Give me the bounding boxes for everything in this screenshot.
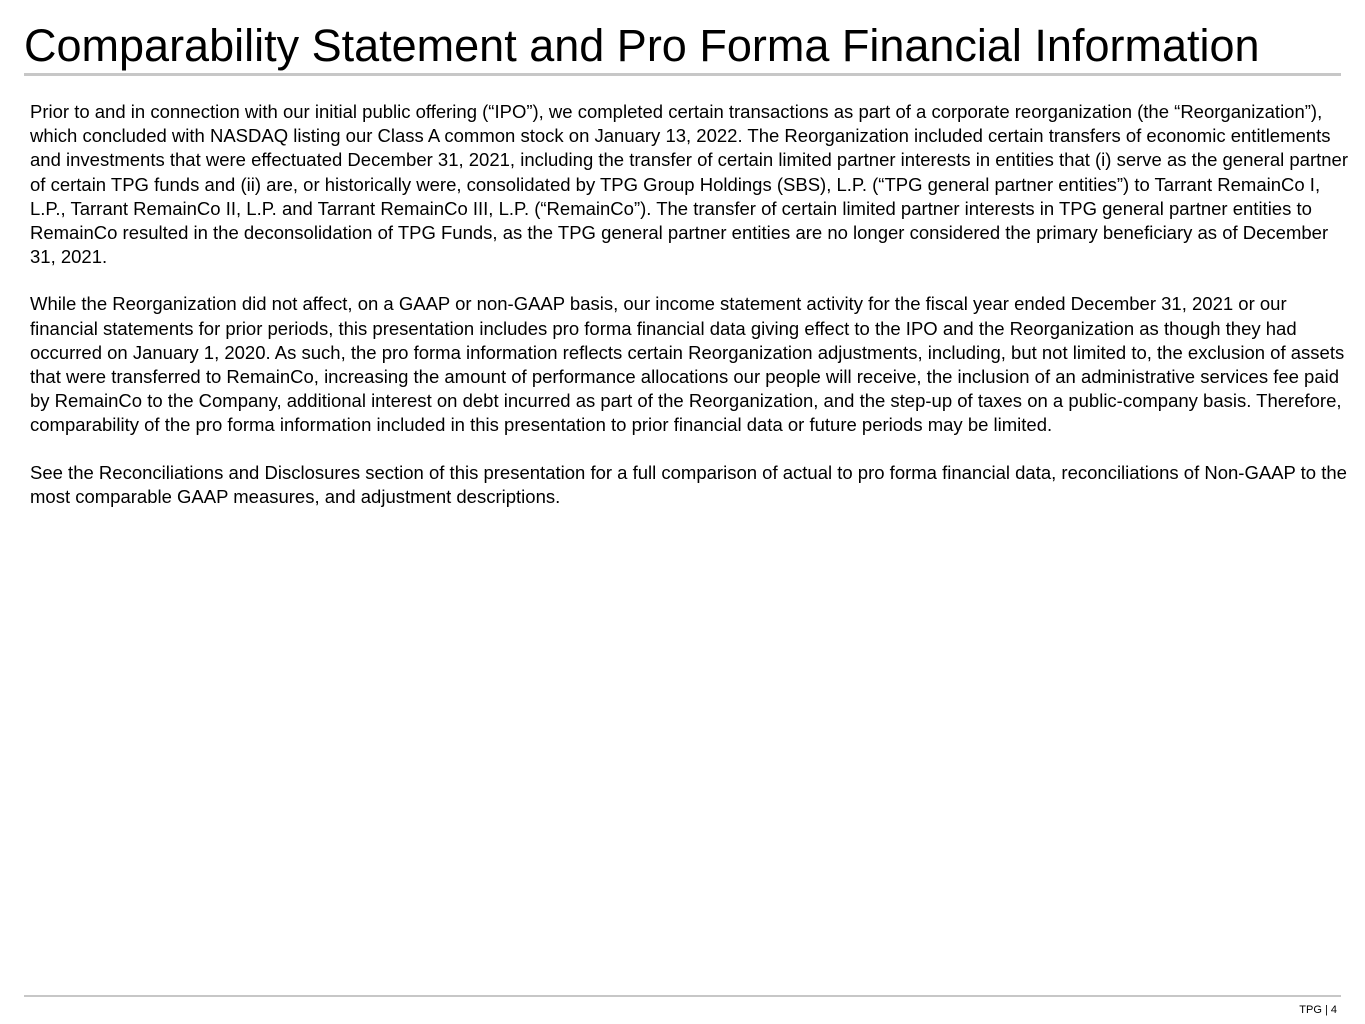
- paragraph-reconciliations: See the Reconciliations and Disclosures section of this presentation for a full comparison of actual to pro forma financial data, reconciliations of Non-GAAP to the most comparable GAAP measures, and adjustment descriptions.: [30, 461, 1347, 507]
- body-text: [30, 100, 1348, 532]
- page-title: Comparability Statement and Pro Forma Financial Information: [24, 20, 1260, 71]
- paragraph-reorganization: Prior to and in connection with our initial public offering (“IPO”), we completed certain transactions as part of a corporate reorganization (the “Reorganization”), which concluded with NASDAQ listing our Class A common stock on January 13, 2022. The Reorganization included certain transfers of economic entitlements and investments that were effectuated December 31, 2021, including the transfer of certain limited partner interests in entities that (i) serve as the general partner of certain TPG funds and (ii) are, or historically were, consolidated by TPG Group Holdings (SBS), L.P. (“TPG general partner entities”) to Tarrant RemainCo I, L.P., Tarrant RemainCo II, L.P. and Tarrant RemainCo III, L.P. (“RemainCo”). The transfer of certain limited partner interests in TPG general partner entities to RemainCo resulted in the deconsolidation of TPG Funds, as the TPG general partner entities are no longer considered the primary beneficiary as of December 31, 2021.: [30, 101, 1348, 268]
- footer-divider: [24, 995, 1341, 997]
- footer-page-label: TPG | 4: [1299, 1004, 1337, 1016]
- paragraph-pro-forma: While the Reorganization did not affect, on a GAAP or non-GAAP basis, our income statement activity for the fiscal year ended December 31, 2021 or our financial statements for prior periods, this presentation includes pro forma financial data giving effect to the IPO and the Reorganization as though they had occurred on January 1, 2020. As such, the pro forma information reflects certain Reorganization adjustments, including, but not limited to, the exclusion of assets that were transferred to RemainCo, increasing the amount of performance allocations our people will receive, the inclusion of an administrative services fee paid by RemainCo to the Company, additional interest on debt incurred as part of the Reorganization, and the step-up of taxes on a public-company basis. Therefore, comparability of the pro forma information included in this presentation to prior financial data or future periods may be limited.: [30, 293, 1345, 436]
- title-divider: [24, 73, 1341, 76]
